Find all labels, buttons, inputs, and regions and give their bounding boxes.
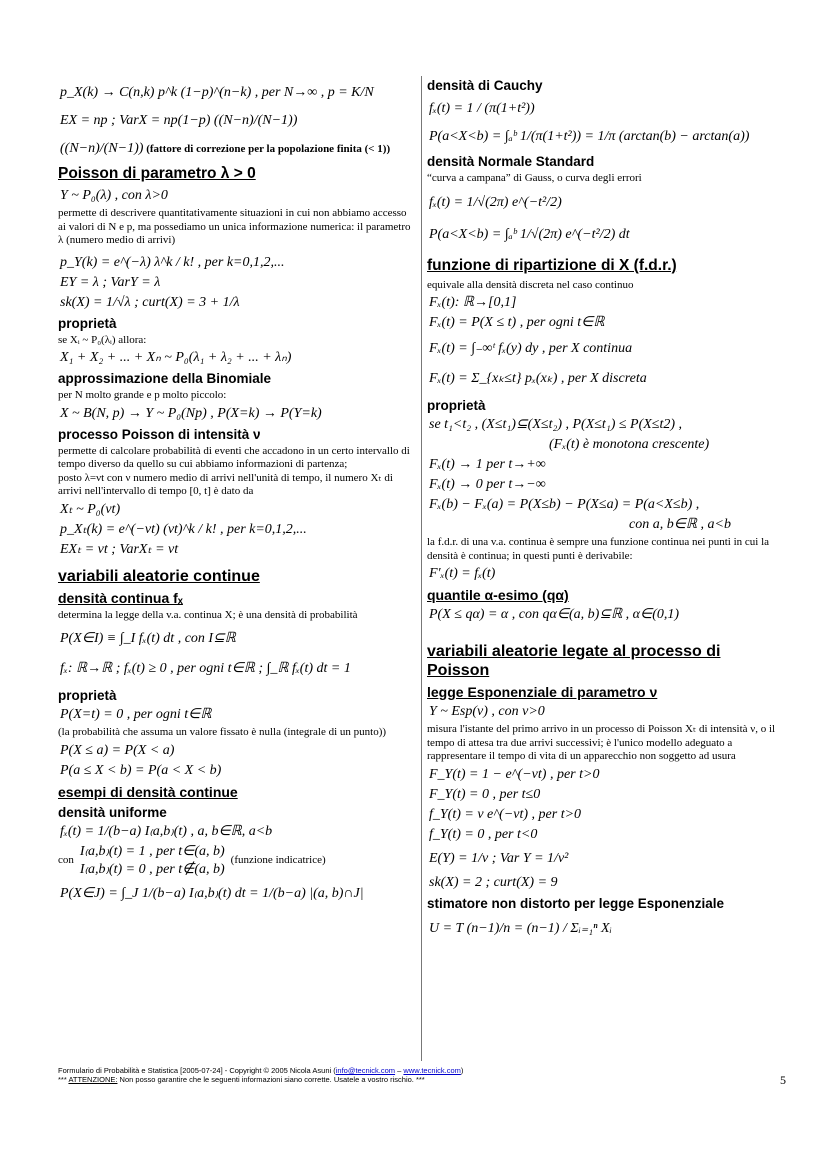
properties-title-1: proprietà — [58, 315, 117, 331]
cdf-monotone-1: se t₁<t₂ , (X≤t₁)⊆(X≤t₂) , P(X≤t₁) ≤ P(X≤t2) , — [429, 417, 683, 432]
cdf-difference: Fₓ(b) − Fₓ(a) = P(X≤b) − P(X≤a) = P(a<X≤b) , — [429, 497, 700, 512]
poisson-description: permette di descrivere quantitativamente situazioni in cui non abbiamo accesso ai valori di N e p, ma possediamo un unica informazione numerica: il parametro λ (numero medio di arrivi) — [58, 207, 411, 246]
cdf-monotone-2: (Fₓ(t) è monotona crescente) — [549, 437, 710, 452]
exponential-pdf-zero: f_Y(t) = 0 , per t<0 — [429, 826, 538, 842]
uniform-density: fₓ(t) = 1/(b−a) I₍a,b₎(t) , a, b∈ℝ, a<b — [60, 823, 273, 839]
point-probability-text: (la probabilità che assuma un valore fissato è nulla (integrale di un punto)) — [58, 726, 387, 738]
indicator-one: I₍a,b₎(t) = 1 , per t∈(a, b) — [79, 843, 225, 859]
exponential-skew-kurt: sk(X) = 2 ; curt(X) = 9 — [429, 874, 558, 890]
footer-prefix: Formulario di Probabilità e Statistica [2005-07-24] - Copyright © 2005 Nicola Asuni ( — [58, 1066, 336, 1075]
hypergeometric-limit-formula: p_X(k) → C(n,k) p^k (1−p)^(n−k) , per N→∞ , p = K/N — [60, 85, 374, 100]
indicator-con: con — [58, 853, 74, 866]
footer-warning-text: Non posso garantire che le seguenti informazioni siano corrette. Usatele a vostro rischio. *** — [117, 1075, 425, 1084]
poisson-process-title: processo Poisson di intensità ν — [58, 426, 261, 442]
prob-equality-2: P(a ≤ X < b) = P(a < X < b) — [60, 762, 222, 778]
cdf-difference-cond: con a, b∈ℝ , a<b — [629, 517, 731, 532]
footer-site-link[interactable]: www.tecnick.com — [403, 1066, 461, 1075]
footer-warning — [58, 1075, 463, 1084]
poisson-title: Poisson di parametro λ > 0 — [58, 165, 256, 182]
footer — [58, 1066, 463, 1084]
cdf-continuous: Fₓ(t) = ∫₋∞ᵗ fₓ(y) dy , per X continua — [429, 341, 633, 356]
poisson-process-desc-2: posto λ=νt con ν numero medio di arrivi nell'unità di tempo, il numero Xₜ di arrivi nell'intervallo di tempo [0, t] è dato da — [58, 471, 393, 497]
page-number: 5 — [780, 1073, 786, 1087]
footer-copyright — [58, 1066, 463, 1075]
estimator-title: stimatore non distorto per legge Esponenziale — [427, 895, 725, 911]
cdf-continuity-text: la f.d.r. di una v.a. continua è sempre una funzione continua nei punti in cui la densità è continua; in questi punti è derivabile: — [427, 536, 770, 562]
exponential-definition: Y ~ Esp(ν) , con ν>0 — [429, 704, 545, 719]
cdf-discrete: Fₓ(t) = Σ_{xₖ≤t} pₓ(xₖ) , per X discreta — [429, 371, 647, 386]
continuous-density-f1: P(X∈I) ≡ ∫_I fₓ(t) dt , con I⊆ℝ — [60, 631, 236, 646]
continuous-density-f2: fₓ: ℝ→ℝ ; fₓ(t) ≥ 0 , per ogni t∈ℝ ; ∫_ℝ fₓ(t) dt = 1 — [60, 661, 351, 676]
continuous-density-title: densità continua fₓ — [58, 589, 183, 606]
hypergeometric-mean-variance: EX = np ; VarX = np(1−p) ((N−n)/(N−1)) — [60, 113, 298, 128]
cdf-domain: Fₓ(t): ℝ→[0,1] — [429, 295, 517, 310]
indicator-note: (funzione indicatrice) — [230, 853, 326, 866]
footer-email-link[interactable]: info@tecnick.com — [335, 1066, 396, 1075]
normal-title: densità Normale Standard — [427, 154, 595, 169]
left-column — [58, 76, 414, 905]
exponential-cdf-pos: F_Y(t) = 1 − e^(−νt) , per t>0 — [429, 766, 600, 782]
exponential-desc: misura l'istante del primo arrivo in un processo di Poisson Xₜ di intensità ν, o il tempo di attesa tra due arrivi successivi; è l'unico modello adeguato a rappresentare il tempo di vita di un apparecchio non soggetto ad usura — [427, 723, 776, 762]
exponential-title: legge Esponenziale di parametro ν — [427, 684, 658, 700]
cdf-derivative: F′ₓ(t) = fₓ(t) — [429, 566, 496, 581]
footer-warning-label: ATTENZIONE: — [68, 1075, 118, 1084]
cdf-definition: Fₓ(t) = P(X ≤ t) , per ogni t∈ℝ — [429, 315, 605, 330]
correction-factor-expr: ((N−n)/(N−1)) — [60, 141, 144, 156]
poisson-process-mean-var: EXₜ = νt ; VarXₜ = νt — [60, 541, 179, 557]
quantile-title: quantile α-esimo (qα) — [427, 587, 569, 603]
footer-suffix: ) — [460, 1066, 464, 1075]
examples-title: esempi di densità continue — [58, 783, 238, 800]
binomial-approx-formula: X ~ B(N, p) → Y ~ P₀(Np) , P(X=k) → P(Y=k) — [60, 405, 322, 421]
prob-equality-1: P(X ≤ a) = P(X < a) — [60, 742, 175, 758]
poisson-related-title: variabili aleatorie legate al processo di Poisson — [427, 643, 721, 679]
estimator-formula: U = T (n−1)/n = (n−1) / Σᵢ₌₁ⁿ Xᵢ — [429, 920, 612, 936]
poisson-skew-kurt: sk(X) = 1/√λ ; curt(X) = 3 + 1/λ — [60, 294, 240, 310]
footer-stars: *** — [58, 1075, 69, 1084]
poisson-definition: Y ~ P₀(λ) , con λ>0 — [60, 188, 168, 203]
properties-title-2: proprietà — [58, 688, 117, 703]
exponential-mean-var: E(Y) = 1/ν ; Var Y = 1/ν² — [429, 850, 569, 866]
indicator-block — [58, 843, 414, 879]
cauchy-probability: P(a<X<b) = ∫ₐᵇ 1/(π(1+t²)) = 1/π (arctan(b) − arctan(a)) — [429, 129, 750, 144]
indicator-zero: I₍a,b₎(t) = 0 , per t∉(a, b) — [79, 861, 225, 877]
binomial-approx-text: per N molto grande e p molto piccolo: — [58, 389, 227, 401]
cdf-limit-minus: Fₓ(t) → 0 per t→−∞ — [429, 477, 546, 492]
continuous-rv-title: variabili aleatorie continue — [58, 567, 260, 585]
properties-title-3: proprietà — [427, 398, 486, 413]
footer-separator: – — [395, 1066, 404, 1075]
column-divider — [421, 76, 422, 1061]
point-probability-formula: P(X=t) = 0 , per ogni t∈ℝ — [60, 707, 212, 722]
binomial-approx-title: approssimazione della Binomiale — [58, 371, 272, 386]
poisson-process-pmf: p_Xₜ(k) = e^(−νt) (νt)^k / k! , per k=0,1,2,... — [60, 521, 307, 537]
poisson-mean-variance: EY = λ ; VarY = λ — [60, 274, 161, 290]
continuous-density-desc: determina la legge della v.a. continua X; è una densità di probabilità — [58, 608, 358, 621]
poisson-process-law: Xₜ ~ P₀(νt) — [60, 501, 121, 517]
normal-desc: “curva a campana” di Gauss, o curva degli errori — [427, 172, 642, 184]
normal-probability: P(a<X<b) = ∫ₐᵇ 1/√(2π) e^(−t²/2) dt — [429, 226, 630, 242]
poisson-pmf: p_Y(k) = e^(−λ) λ^k / k! , per k=0,1,2,... — [60, 254, 285, 270]
indicator-formulas — [80, 843, 225, 879]
exponential-pdf-pos: f_Y(t) = ν e^(−νt) , per t>0 — [429, 806, 582, 822]
uniform-title: densità uniforme — [58, 804, 167, 820]
correction-factor-note — [58, 140, 414, 158]
cdf-desc: equivale alla densità discreta nel caso continuo — [427, 278, 634, 291]
exponential-cdf-zero: F_Y(t) = 0 , per t≤0 — [429, 786, 541, 802]
correction-factor-text: (fattore di correzione per la popolazione finita (< 1)) — [146, 143, 391, 155]
properties-text-1: se Xᵢ ~ P₀(λᵢ) allora: — [58, 333, 147, 346]
cdf-limit-plus: Fₓ(t) → 1 per t→+∞ — [429, 457, 546, 472]
poisson-process-desc-1: permette di calcolare probabilità di eventi che accadono in un certo intervallo di tempo diverso da quello su cui abbiamo informazioni di partenza; — [58, 444, 410, 470]
cauchy-title: densità di Cauchy — [427, 78, 543, 93]
poisson-sum-formula: X₁ + X₂ + ... + Xₙ ~ P₀(λ₁ + λ₂ + ... + λₙ) — [60, 350, 292, 365]
right-column — [427, 76, 779, 940]
cauchy-density: fₓ(t) = 1 / (π(1+t²)) — [429, 101, 535, 116]
normal-density: fₓ(t) = 1/√(2π) e^(−t²/2) — [429, 194, 562, 210]
quantile-formula: P(X ≤ qα) = α , con qα∈(a, b)⊆ℝ , α∈(0,1) — [429, 607, 680, 622]
uniform-probability: P(X∈J) = ∫_J 1/(b−a) I₍a,b₎(t) dt = 1/(b−a) |(a, b)∩J| — [60, 885, 364, 901]
cdf-title: funzione di ripartizione di X (f.d.r.) — [427, 256, 677, 274]
